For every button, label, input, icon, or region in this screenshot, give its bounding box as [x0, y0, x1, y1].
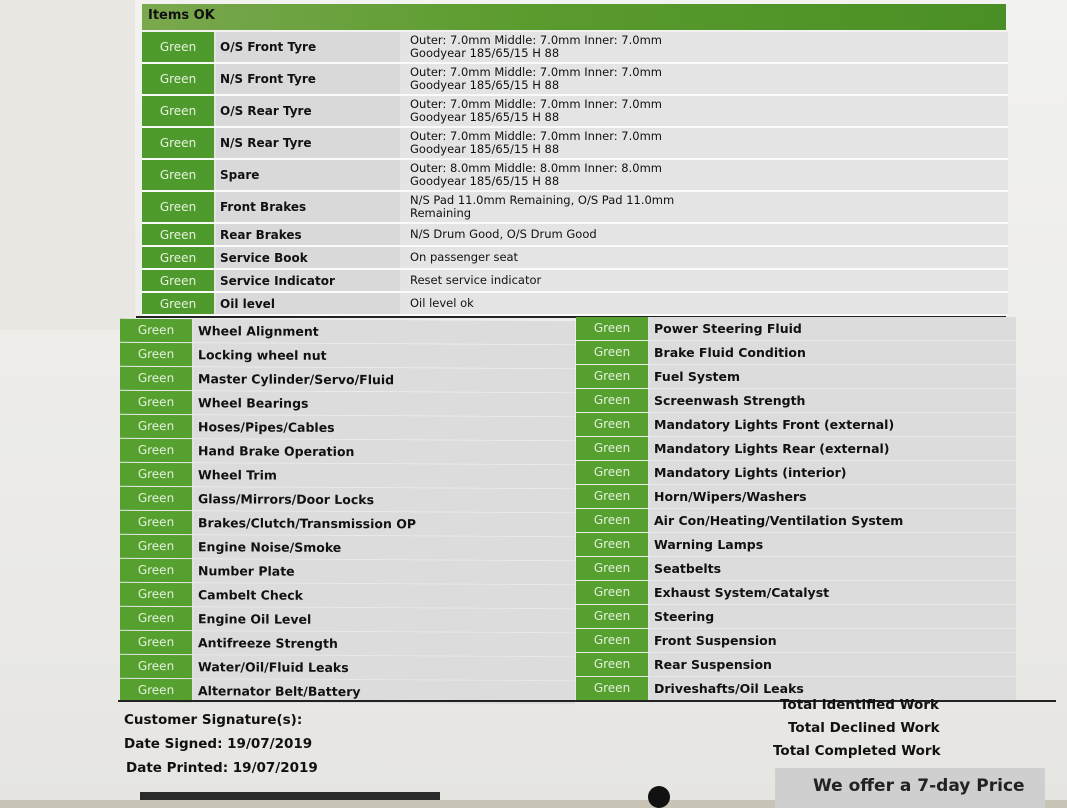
item-detail: On passenger seat: [402, 247, 1008, 268]
status-badge: Green: [576, 605, 648, 628]
status-badge: Green: [120, 343, 192, 366]
status-badge: Green: [120, 583, 192, 606]
status-badge: Green: [142, 270, 214, 291]
customer-signature-label: Customer Signature(s):: [124, 712, 303, 728]
list-item: [120, 367, 575, 392]
status-badge: Green: [120, 631, 192, 654]
item-detail: [402, 32, 1008, 62]
item-label: Engine Oil Level: [194, 607, 575, 631]
list-item: [120, 583, 575, 608]
list-item: [576, 437, 1016, 460]
status-badge: Green: [576, 461, 648, 484]
detail-line: Outer: 7.0mm Middle: 7.0mm Inner: 7.0mm: [410, 65, 662, 79]
status-badge: Green: [576, 437, 648, 460]
list-item: [120, 607, 575, 632]
item-label: Power Steering Fluid: [650, 317, 1016, 340]
item-label: Steering: [650, 605, 1016, 628]
status-badge: Green: [142, 96, 214, 126]
item-label: O/S Front Tyre: [216, 32, 400, 62]
list-item: [576, 605, 1016, 628]
item-detail: Reset service indicator: [402, 270, 1008, 291]
table-row: [142, 270, 1008, 293]
list-item: [576, 365, 1016, 388]
item-label: Front Suspension: [650, 629, 1016, 652]
background-area: [0, 0, 135, 330]
item-detail: [402, 160, 1008, 190]
total-completed-work: Total Completed Work: [773, 743, 941, 759]
status-badge: Green: [120, 367, 192, 390]
status-badge: Green: [120, 319, 192, 342]
item-label: Air Con/Heating/Ventilation System: [650, 509, 1016, 532]
detail-line: Goodyear 185/65/15 H 88: [410, 174, 560, 188]
section-title: Items OK: [148, 8, 215, 23]
detail-line: Goodyear 185/65/15 H 88: [410, 142, 560, 156]
item-label: Horn/Wipers/Washers: [650, 485, 1016, 508]
status-badge: Green: [120, 655, 192, 678]
item-label: Screenwash Strength: [650, 389, 1016, 412]
item-label: Mandatory Lights (interior): [650, 461, 1016, 484]
table-row: [142, 64, 1008, 96]
list-item: [120, 655, 575, 680]
item-label: Fuel System: [650, 365, 1016, 388]
date-printed: Date Printed: 19/07/2019: [126, 760, 318, 776]
item-label: Engine Noise/Smoke: [194, 535, 575, 559]
detail-line: Goodyear 185/65/15 H 88: [410, 110, 560, 124]
dark-strip: [140, 792, 440, 800]
status-badge: Green: [120, 487, 192, 510]
item-detail: [402, 192, 1008, 222]
list-item: [120, 535, 575, 560]
item-label: Exhaust System/Catalyst: [650, 581, 1016, 604]
status-badge: Green: [142, 224, 214, 245]
status-badge: Green: [142, 128, 214, 158]
list-item: [120, 391, 575, 416]
item-label: N/S Rear Tyre: [216, 128, 400, 158]
item-label: Antifreeze Strength: [194, 631, 575, 655]
item-detail: [402, 64, 1008, 94]
table-row: [142, 224, 1008, 247]
list-item: [576, 629, 1016, 652]
item-label: Glass/Mirrors/Door Locks: [194, 487, 575, 511]
list-item: [576, 533, 1016, 556]
list-item: [120, 463, 575, 488]
promo-text: We offer a 7-day Price: [813, 776, 1025, 796]
status-badge: Green: [120, 511, 192, 534]
date-signed: Date Signed: 19/07/2019: [124, 736, 313, 752]
detail-line: Outer: 7.0mm Middle: 7.0mm Inner: 7.0mm: [410, 33, 662, 47]
list-item: [120, 631, 575, 656]
status-badge: Green: [576, 557, 648, 580]
list-item: [576, 461, 1016, 484]
item-label: Water/Oil/Fluid Leaks: [194, 655, 575, 679]
item-label: Alternator Belt/Battery: [194, 679, 575, 703]
status-badge: Green: [576, 653, 648, 676]
status-badge: Green: [142, 293, 214, 314]
status-badge: Green: [120, 679, 192, 702]
list-item: [120, 559, 575, 584]
list-item: [120, 487, 575, 512]
item-label: Seatbelts: [650, 557, 1016, 580]
item-label: Rear Suspension: [650, 653, 1016, 676]
status-badge: Green: [576, 413, 648, 436]
item-label: Locking wheel nut: [194, 343, 575, 367]
item-label: Rear Brakes: [216, 224, 400, 245]
item-label: Mandatory Lights Rear (external): [650, 437, 1016, 460]
item-label: Spare: [216, 160, 400, 190]
status-badge: Green: [142, 192, 214, 222]
detail-line: N/S Pad 11.0mm Remaining, O/S Pad 11.0mm: [410, 193, 675, 207]
table-row: [142, 160, 1008, 192]
list-item: [576, 581, 1016, 604]
table-row: [142, 32, 1008, 64]
item-label: Oil level: [216, 293, 400, 314]
list-item: [120, 343, 575, 368]
status-badge: Green: [142, 64, 214, 94]
status-badge: Green: [120, 391, 192, 414]
items-ok-header: [142, 4, 1006, 30]
detail-line: Outer: 8.0mm Middle: 8.0mm Inner: 8.0mm: [410, 161, 662, 175]
item-detail: [402, 128, 1008, 158]
table-row: [142, 247, 1008, 270]
list-item: [576, 509, 1016, 532]
status-badge: Green: [576, 389, 648, 412]
item-label: Cambelt Check: [194, 583, 575, 607]
list-item: [576, 653, 1016, 676]
detail-line: Remaining: [410, 206, 472, 220]
table-row: [142, 128, 1008, 160]
list-item: [576, 341, 1016, 364]
list-item: [576, 413, 1016, 436]
table-row: [142, 96, 1008, 128]
item-label: Service Book: [216, 247, 400, 268]
item-label: Number Plate: [194, 559, 575, 583]
item-detail: Oil level ok: [402, 293, 1008, 314]
status-badge: Green: [142, 247, 214, 268]
item-label: Warning Lamps: [650, 533, 1016, 556]
total-declined-work: Total Declined Work: [788, 720, 940, 736]
status-badge: Green: [142, 160, 214, 190]
item-label: Front Brakes: [216, 192, 400, 222]
list-item: [576, 485, 1016, 508]
item-label: Service Indicator: [216, 270, 400, 291]
item-label: N/S Front Tyre: [216, 64, 400, 94]
item-label: Wheel Bearings: [194, 391, 575, 415]
status-badge: Green: [120, 463, 192, 486]
status-badge: Green: [576, 677, 648, 700]
detail-line: Goodyear 185/65/15 H 88: [410, 46, 560, 60]
item-label: Wheel Trim: [194, 463, 575, 487]
checks-right-column: [576, 317, 1016, 701]
status-badge: Green: [120, 439, 192, 462]
item-label: Driveshafts/Oil Leaks: [650, 677, 1016, 700]
item-label: Hoses/Pipes/Cables: [194, 415, 575, 439]
item-detail: N/S Drum Good, O/S Drum Good: [402, 224, 1008, 245]
item-label: Master Cylinder/Servo/Fluid: [194, 367, 575, 391]
detail-line: Outer: 7.0mm Middle: 7.0mm Inner: 7.0mm: [410, 97, 662, 111]
checks-left-column: [120, 320, 575, 704]
status-badge: Green: [120, 607, 192, 630]
promo-banner: [775, 768, 1045, 808]
item-label: O/S Rear Tyre: [216, 96, 400, 126]
item-label: Hand Brake Operation: [194, 439, 575, 463]
item-label: Brakes/Clutch/Transmission OP: [194, 511, 575, 535]
item-label: Mandatory Lights Front (external): [650, 413, 1016, 436]
table-row: [142, 192, 1008, 224]
item-detail: [402, 96, 1008, 126]
total-identified-work: Total Identified Work: [780, 697, 939, 713]
list-item: [576, 317, 1016, 340]
status-badge: Green: [576, 629, 648, 652]
list-item: [576, 557, 1016, 580]
status-badge: Green: [576, 317, 648, 340]
status-badge: Green: [120, 415, 192, 438]
status-badge: Green: [576, 581, 648, 604]
status-badge: Green: [576, 341, 648, 364]
status-badge: Green: [120, 535, 192, 558]
list-item: [576, 389, 1016, 412]
list-item: [120, 439, 575, 464]
list-item: [120, 319, 575, 344]
status-badge: Green: [576, 533, 648, 556]
detail-line: Goodyear 185/65/15 H 88: [410, 78, 560, 92]
detail-line: Outer: 7.0mm Middle: 7.0mm Inner: 7.0mm: [410, 129, 662, 143]
list-item: [120, 415, 575, 440]
item-label: Wheel Alignment: [194, 319, 575, 343]
dark-object: [648, 786, 670, 808]
status-badge: Green: [576, 509, 648, 532]
detailed-items-table: [142, 32, 1008, 316]
item-label: Brake Fluid Condition: [650, 341, 1016, 364]
table-row: [142, 293, 1008, 316]
status-badge: Green: [576, 485, 648, 508]
status-badge: Green: [120, 559, 192, 582]
status-badge: Green: [142, 32, 214, 62]
status-badge: Green: [576, 365, 648, 388]
list-item: [120, 511, 575, 536]
